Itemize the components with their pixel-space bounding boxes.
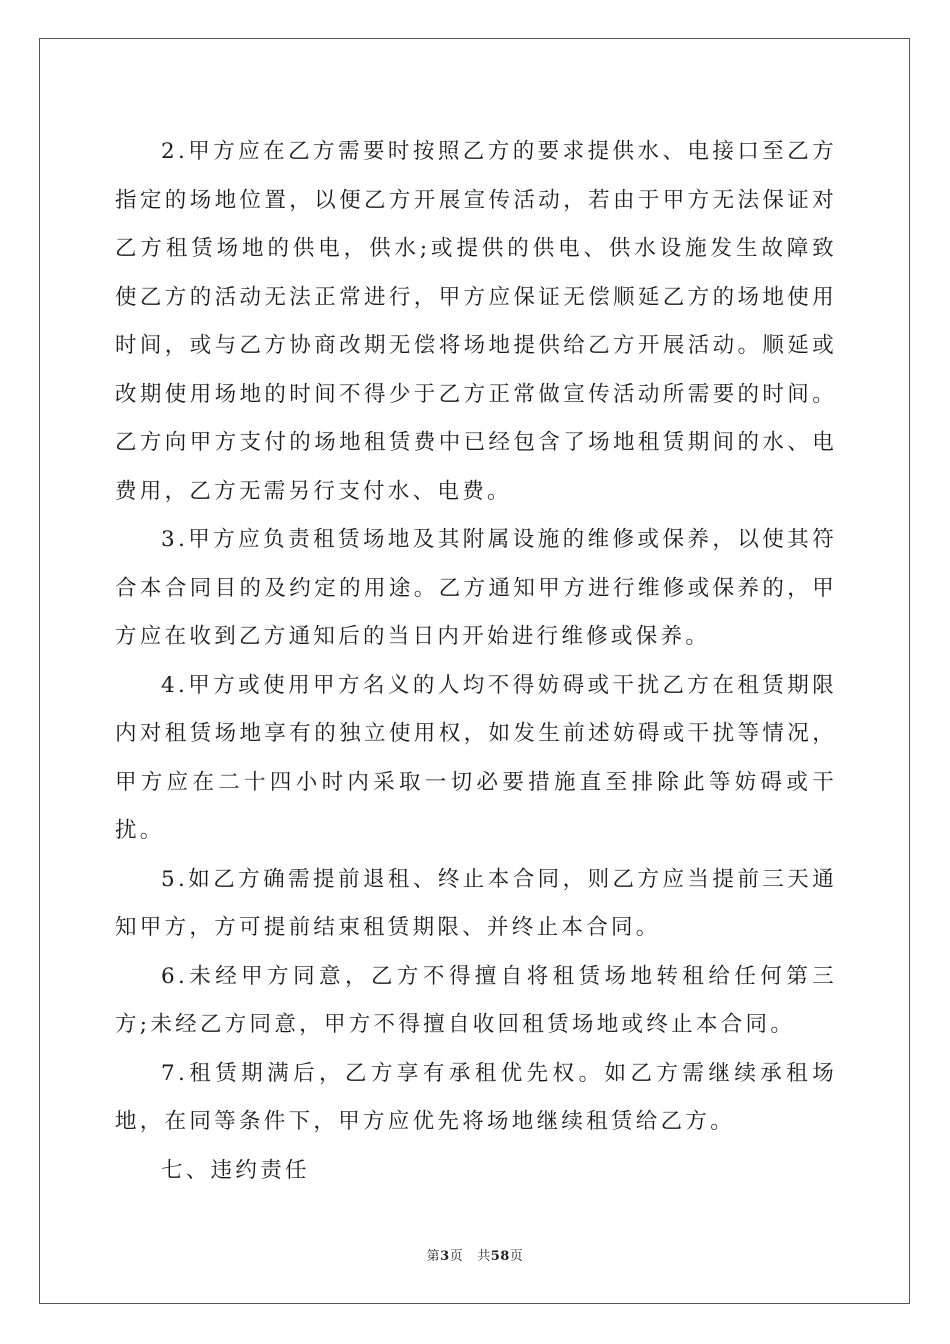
total-suffix: 页: [509, 1249, 524, 1264]
page-footer: [0, 1245, 950, 1264]
clause-5-paragraph: 5.如乙方确需提前退租、终止本合同，则乙方应当提前三天通知甲方，方可提前结束租赁期限、并终止本合同。: [115, 866, 837, 940]
clause-4-paragraph: 4.甲方或使用甲方名义的人均不得妨碍或干扰乙方在租赁期限内对租赁场地享有的独立使用权，如发生前述妨碍或干扰等情况，甲方应在二十四小时内采取一切必要措施直至排除此等妨碍或干扰。: [115, 672, 837, 843]
total-prefix: 共: [477, 1249, 491, 1264]
page-suffix: 页: [449, 1249, 464, 1264]
clause-2-paragraph: 2.甲方应在乙方需要时按照乙方的要求提供水、电接口至乙方指定的场地位置，以便乙方开展宣传活动，若由于甲方无法保证对乙方租赁场地的供电，供水;或提供的供电、供水设施发生故障致使乙方的活动无法正常进行，甲方应保证无偿顺延乙方的场地使用时间，或与乙方协商改期无偿将场地提供给乙方开展活动。顺延或改期使用场地的时间不得少于乙方正常做宣传活动所需要的时间。乙方向甲方支付的场地租赁费中已经包含了场地租赁期间的水、电费用，乙方无需另行支付水、电费。: [115, 139, 837, 504]
page-number: 3: [440, 1249, 450, 1264]
clause-3-paragraph: 3.甲方应负责租赁场地及其附属设施的维修或保养，以使其符合本合同目的及约定的用途。乙方通知甲方进行维修或保养的，甲方应在收到乙方通知后的当日内开始进行维修或保养。: [115, 527, 837, 649]
clause-7-paragraph: 7.租赁期满后，乙方享有承租优先权。如乙方需继续承租场地，在同等条件下，甲方应优先将场地继续租赁给乙方。: [115, 1060, 837, 1134]
page-prefix: 第: [426, 1249, 441, 1264]
total-pages: 58: [490, 1249, 510, 1264]
section-heading-breach-liability: 七、违约责任: [161, 1157, 310, 1183]
clause-6-paragraph: 6.未经甲方同意，乙方不得擅自将租赁场地转租给任何第三方;未经乙方同意，甲方不得擅自收回租赁场地或终止本合同。: [115, 963, 837, 1037]
document-body: [115, 128, 837, 1195]
